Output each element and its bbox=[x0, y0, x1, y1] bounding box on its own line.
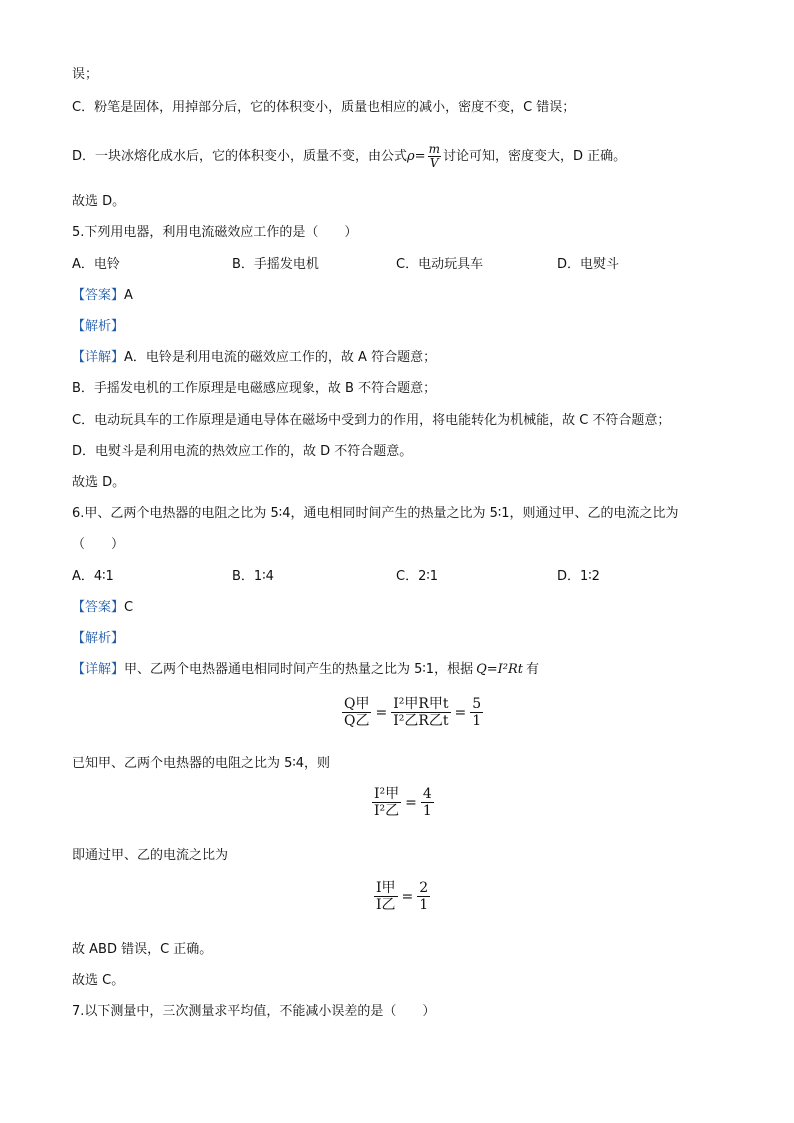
q6-option-a: A．4∶1 bbox=[72, 569, 114, 584]
q6-detail-intro bbox=[72, 661, 539, 679]
density-fraction bbox=[428, 143, 441, 170]
q4-d-text-pre: D．一块冰熔化成水后，它的体积变小，质量不变，由公式 bbox=[72, 148, 408, 164]
heat-ratio-denominator: Q乙 bbox=[344, 713, 370, 729]
q5-detail-d: D．电熨斗是利用电流的热效应工作的，故 D 不符合题意。 bbox=[72, 444, 413, 459]
q5-analysis-heading bbox=[72, 318, 124, 336]
q5-conclusion: 故选 D。 bbox=[72, 475, 126, 490]
detail-intro-post: 有 bbox=[526, 662, 540, 677]
q5-detail-b: B．手摇发电机的工作原理是电磁感应现象，故 B 不符合题意； bbox=[72, 381, 437, 396]
q5-answer bbox=[72, 287, 133, 305]
density-fraction-numerator: m bbox=[428, 142, 440, 156]
q4-option-c-explanation: C．粉笔是固体，用掉部分后，它的体积变小，质量也相应的减小，密度不变，C 错误； bbox=[72, 100, 576, 115]
detail-tag: 【详解】 bbox=[72, 350, 125, 365]
analysis-tag: 【解析】 bbox=[72, 631, 125, 646]
q6-analysis-heading bbox=[72, 630, 124, 648]
density-symbol: ρ= bbox=[407, 148, 426, 164]
q6-stem-line-1: 6.甲、乙两个电热器的电阻之比为 5∶4，通电相同时间产生的热量之比为 5∶1，则通过甲、乙的电流之比为 bbox=[72, 506, 679, 521]
q5-stem: 5.下列用电器，利用电流磁效应工作的是（ ） bbox=[72, 225, 358, 240]
q5-option-d: D．电熨斗 bbox=[557, 257, 620, 272]
heat-value-numerator: 5 bbox=[472, 696, 482, 712]
q6-conclusion: 故选 C。 bbox=[72, 973, 125, 988]
q5-option-b: B．手摇发电机 bbox=[232, 257, 319, 272]
q5-option-c: C．电动玩具车 bbox=[396, 257, 484, 272]
current-squared-value-numerator: 4 bbox=[422, 786, 432, 802]
current-ratio-value bbox=[417, 880, 430, 913]
current-ratio-equation bbox=[374, 880, 430, 913]
joule-law-denominator: I²乙R乙t bbox=[393, 713, 449, 729]
current-ratio-numerator: I甲 bbox=[376, 880, 396, 896]
density-fraction-denominator: V bbox=[429, 156, 439, 170]
heat-ratio-numerator: Q甲 bbox=[344, 696, 370, 712]
current-squared-fraction bbox=[372, 786, 401, 819]
current-ratio-value-denominator: 1 bbox=[419, 897, 429, 913]
q7-stem: 7.以下测量中，三次测量求平均值，不能减小误差的是（ ） bbox=[72, 1004, 436, 1019]
q4-option-d-explanation bbox=[72, 143, 626, 170]
current-squared-equation bbox=[372, 786, 434, 819]
answer-tag: 【答案】 bbox=[72, 288, 125, 303]
detail-intro-text: 甲、乙两个电热器通电相同时间产生的热量之比为 5∶1，根据 bbox=[124, 662, 474, 677]
heat-value-denominator: 1 bbox=[472, 713, 482, 729]
answer-value: A bbox=[124, 288, 133, 303]
q6-verdict: 故 ABD 错误，C 正确。 bbox=[72, 942, 213, 957]
joule-law-numerator: I²甲R甲t bbox=[393, 696, 449, 712]
current-squared-denominator: I²乙 bbox=[374, 803, 400, 819]
current-ratio-denominator: I乙 bbox=[376, 897, 396, 913]
q4-line-1: 误； bbox=[72, 67, 99, 82]
q6-option-d: D．1∶2 bbox=[557, 569, 600, 584]
q5-detail-c: C．电动玩具车的工作原理是通电导体在磁场中受到力的作用，将电能转化为机械能，故 C 不符合题意； bbox=[72, 413, 671, 428]
q5-detail-a bbox=[72, 349, 436, 367]
equals-sign: = bbox=[454, 704, 467, 721]
q4-d-text-post: 讨论可知，密度变大，D 正确。 bbox=[442, 148, 627, 164]
heat-value-fraction bbox=[470, 696, 483, 729]
q6-answer bbox=[72, 599, 133, 617]
heat-formula: Q=I²Rt bbox=[476, 662, 523, 677]
analysis-tag: 【解析】 bbox=[72, 319, 125, 334]
q6-option-c: C．2∶1 bbox=[396, 569, 439, 584]
equals-sign: = bbox=[375, 704, 388, 721]
q5-option-a: A．电铃 bbox=[72, 257, 120, 272]
q6-option-b: B．1∶4 bbox=[232, 569, 274, 584]
heat-ratio-equation bbox=[342, 696, 483, 729]
equals-sign: = bbox=[405, 794, 417, 811]
joule-law-fraction bbox=[391, 696, 450, 729]
current-ratio-fraction bbox=[374, 880, 398, 913]
answer-value: C bbox=[124, 600, 134, 615]
current-squared-numerator: I²甲 bbox=[374, 786, 400, 802]
detail-a-text: A．电铃是利用电流的磁效应工作的，故 A 符合题意； bbox=[124, 350, 437, 365]
q6-current-ratio-intro: 即通过甲、乙的电流之比为 bbox=[72, 848, 229, 863]
current-squared-value-denominator: 1 bbox=[422, 803, 432, 819]
answer-tag: 【答案】 bbox=[72, 600, 125, 615]
detail-tag: 【详解】 bbox=[72, 662, 125, 677]
q6-stem-line-2: （ ） bbox=[72, 537, 125, 552]
q4-conclusion: 故选 D。 bbox=[72, 194, 126, 209]
heat-ratio-fraction bbox=[342, 696, 371, 729]
equals-sign: = bbox=[401, 888, 414, 905]
q6-known-resistance: 已知甲、乙两个电热器的电阻之比为 5∶4，则 bbox=[72, 756, 331, 771]
current-squared-value bbox=[421, 786, 434, 819]
current-ratio-value-numerator: 2 bbox=[419, 880, 429, 896]
